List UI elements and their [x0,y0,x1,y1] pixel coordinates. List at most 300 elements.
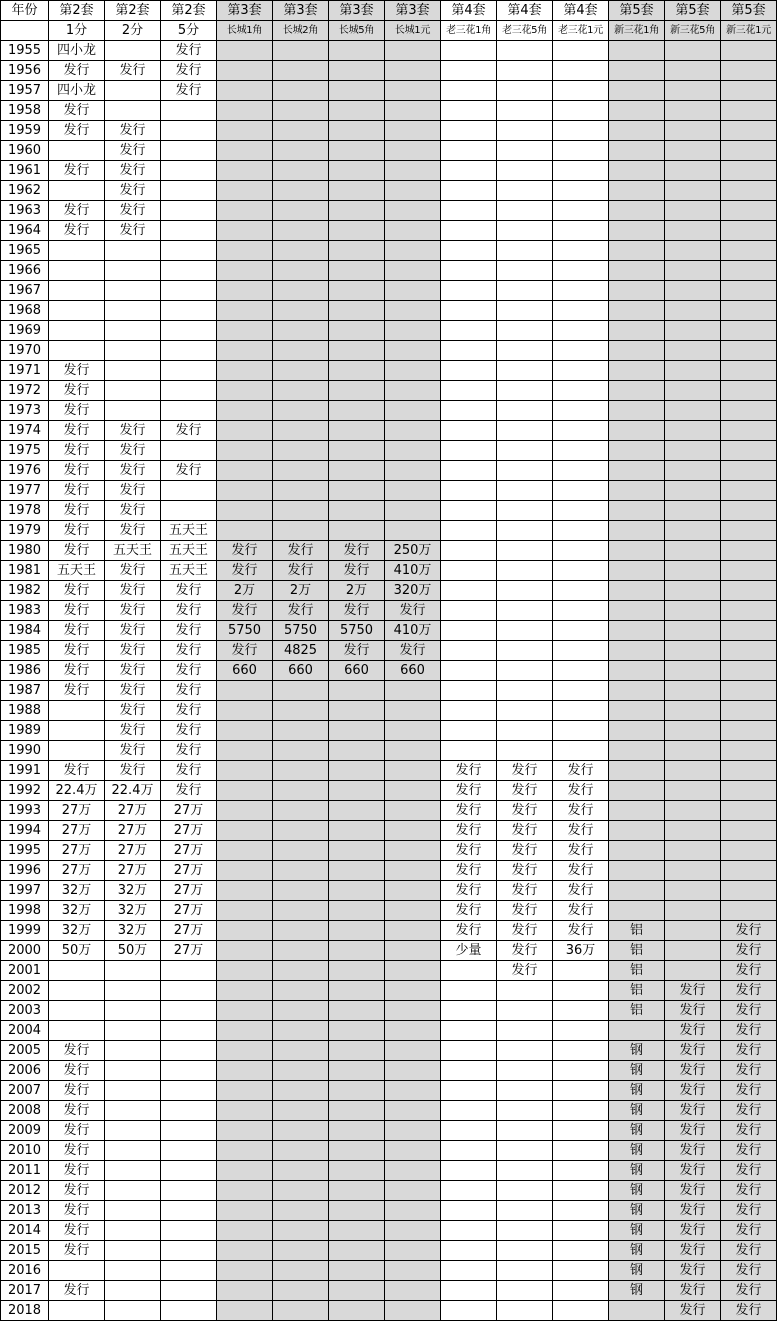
table-cell [441,661,497,681]
year-cell: 1956 [1,61,49,81]
table-cell [441,501,497,521]
table-cell: 发行 [105,121,161,141]
table-cell [329,1021,385,1041]
table-cell: 5750 [217,621,273,641]
table-cell [217,201,273,221]
table-cell [609,721,665,741]
table-cell: 发行 [105,661,161,681]
year-cell: 1998 [1,901,49,921]
table-cell [161,501,217,521]
table-cell [553,1261,609,1281]
table-cell [217,881,273,901]
table-cell [721,701,777,721]
table-cell [161,261,217,281]
table-cell: 27万 [49,861,105,881]
table-cell [553,461,609,481]
table-cell: 2万 [329,581,385,601]
table-cell [217,61,273,81]
year-cell: 1966 [1,261,49,281]
table-cell: 发行 [665,1281,721,1301]
table-cell [553,261,609,281]
table-cell [217,261,273,281]
table-cell [161,101,217,121]
table-cell [497,141,553,161]
table-cell [721,561,777,581]
year-cell: 1999 [1,921,49,941]
table-cell [721,141,777,161]
table-cell [49,261,105,281]
table-cell: 发行 [217,641,273,661]
table-cell: 发行 [441,901,497,921]
table-cell: 发行 [49,1101,105,1121]
table-cell [553,1061,609,1081]
table-cell: 27万 [161,921,217,941]
table-cell [161,281,217,301]
table-cell: 发行 [49,621,105,641]
table-cell [49,721,105,741]
table-cell [385,501,441,521]
table-cell [441,1121,497,1141]
table-cell [441,181,497,201]
header-cell: 第4套 [497,1,553,21]
table-cell [385,221,441,241]
table-row [1,461,777,481]
table-cell [329,1281,385,1301]
header-cell: 长城5角 [329,21,385,41]
table-cell: 铝 [609,981,665,1001]
table-cell [217,961,273,981]
table-cell [553,1021,609,1041]
year-cell: 1983 [1,601,49,621]
table-cell [217,1121,273,1141]
table-cell [665,501,721,521]
table-cell: 32万 [49,901,105,921]
table-cell [161,361,217,381]
table-cell: 钢 [609,1241,665,1261]
table-cell [665,881,721,901]
table-cell [329,1221,385,1241]
header-year-cell: 年份 [1,1,49,21]
table-cell [553,281,609,301]
table-cell [329,501,385,521]
table-cell [665,201,721,221]
table-row [1,101,777,121]
table-cell: 发行 [161,641,217,661]
table-cell [273,941,329,961]
table-cell [665,541,721,561]
table-row [1,1161,777,1181]
table-row [1,541,777,561]
table-cell [609,381,665,401]
table-cell [497,1021,553,1041]
table-cell [273,41,329,61]
table-cell [721,241,777,261]
table-cell [441,461,497,481]
table-cell: 发行 [329,541,385,561]
table-cell [553,1141,609,1161]
table-cell: 发行 [49,381,105,401]
table-cell [161,1101,217,1121]
table-cell [609,521,665,541]
table-cell: 发行 [49,1281,105,1301]
table-cell [273,861,329,881]
table-row [1,601,777,621]
table-body [1,1,777,1321]
table-cell: 320万 [385,581,441,601]
table-cell [385,981,441,1001]
table-cell [273,1001,329,1021]
table-cell [497,341,553,361]
table-cell [217,1181,273,1201]
table-cell [105,1261,161,1281]
table-cell: 发行 [721,921,777,941]
table-cell [105,961,161,981]
table-cell [329,961,385,981]
table-row [1,901,777,921]
table-row [1,121,777,141]
table-cell [49,301,105,321]
table-cell [273,421,329,441]
year-cell: 1991 [1,761,49,781]
table-cell [385,701,441,721]
header-cell: 1分 [49,21,105,41]
table-cell [217,1041,273,1061]
table-cell: 27万 [161,901,217,921]
table-cell [609,881,665,901]
table-cell [721,61,777,81]
header-cell: 第3套 [273,1,329,21]
table-cell [105,1221,161,1241]
table-cell [273,1081,329,1101]
table-cell [665,221,721,241]
table-cell [609,821,665,841]
table-cell [385,421,441,441]
table-cell: 发行 [721,1001,777,1021]
table-cell [273,1301,329,1321]
table-cell: 发行 [105,501,161,521]
table-cell [273,841,329,861]
table-cell [497,1241,553,1261]
table-cell [385,81,441,101]
table-cell [553,421,609,441]
table-cell [441,721,497,741]
table-cell [497,561,553,581]
table-cell: 发行 [273,561,329,581]
table-cell: 钢 [609,1181,665,1201]
table-cell: 发行 [665,1301,721,1321]
table-cell [217,921,273,941]
table-cell [441,1201,497,1221]
year-cell: 1980 [1,541,49,561]
table-cell [609,901,665,921]
header-cell: 第3套 [329,1,385,21]
table-cell [497,381,553,401]
table-cell [161,1041,217,1061]
table-cell [553,361,609,381]
table-cell: 27万 [161,841,217,861]
table-cell [553,61,609,81]
table-cell [161,1241,217,1261]
table-cell: 发行 [329,641,385,661]
table-cell [329,1001,385,1021]
table-cell [441,1081,497,1101]
table-cell [665,481,721,501]
table-cell [385,901,441,921]
table-cell [105,1041,161,1061]
table-cell [329,721,385,741]
table-cell [273,981,329,1001]
table-row [1,881,777,901]
table-cell [721,301,777,321]
table-cell [385,521,441,541]
table-cell: 发行 [49,581,105,601]
year-cell: 2013 [1,1201,49,1221]
table-cell [385,861,441,881]
table-cell: 发行 [217,561,273,581]
table-cell [609,841,665,861]
table-cell: 发行 [441,881,497,901]
table-cell: 钢 [609,1081,665,1101]
table-cell [217,41,273,61]
table-cell: 发行 [665,1201,721,1221]
table-cell [609,41,665,61]
table-cell [553,181,609,201]
table-cell [161,481,217,501]
year-cell: 1987 [1,681,49,701]
header-cell: 长城1元 [385,21,441,41]
year-cell: 2007 [1,1081,49,1101]
table-cell: 发行 [441,861,497,881]
table-cell: 410万 [385,561,441,581]
table-cell [161,301,217,321]
table-cell [273,781,329,801]
table-cell [665,901,721,921]
table-cell: 五天王 [161,541,217,561]
table-cell [217,141,273,161]
table-cell: 50万 [105,941,161,961]
table-cell [553,1181,609,1201]
table-cell [49,141,105,161]
table-cell [217,101,273,121]
table-cell [441,701,497,721]
table-cell [49,1021,105,1041]
header-cell: 老三花1元 [553,21,609,41]
table-cell [385,321,441,341]
table-cell [385,241,441,261]
table-cell: 发行 [105,601,161,621]
table-cell: 发行 [553,821,609,841]
header-cell: 第2套 [105,1,161,21]
table-cell: 发行 [553,801,609,821]
table-cell [665,381,721,401]
table-cell [553,1121,609,1141]
year-cell: 1997 [1,881,49,901]
table-cell [609,141,665,161]
table-cell [105,321,161,341]
table-cell: 发行 [721,1121,777,1141]
table-cell [217,761,273,781]
table-cell [609,541,665,561]
table-cell [161,121,217,141]
header-cell: 第3套 [217,1,273,21]
table-cell [721,201,777,221]
table-cell: 发行 [441,781,497,801]
table-cell [441,1001,497,1021]
table-cell [329,101,385,121]
table-cell [329,281,385,301]
table-cell [609,261,665,281]
table-cell [273,901,329,921]
table-cell [497,241,553,261]
table-cell [105,1001,161,1021]
table-cell [721,541,777,561]
table-cell [609,641,665,661]
table-cell [665,821,721,841]
table-cell [273,1061,329,1081]
table-cell [49,1261,105,1281]
table-cell [385,301,441,321]
table-cell: 27万 [161,801,217,821]
table-cell [441,161,497,181]
table-cell [105,1201,161,1221]
table-cell: 发行 [49,361,105,381]
table-cell: 发行 [721,941,777,961]
table-cell [161,241,217,261]
table-row [1,61,777,81]
table-row [1,521,777,541]
table-cell [273,741,329,761]
table-cell [497,1221,553,1241]
table-cell [273,961,329,981]
table-cell: 发行 [49,1221,105,1241]
table-cell [217,801,273,821]
year-cell: 1958 [1,101,49,121]
table-cell [385,761,441,781]
table-row [1,1141,777,1161]
table-cell [609,181,665,201]
table-cell [665,41,721,61]
table-cell [49,181,105,201]
table-cell [665,701,721,721]
table-cell: 27万 [49,821,105,841]
table-cell [497,421,553,441]
table-cell [161,1301,217,1321]
table-cell [497,541,553,561]
table-cell [273,181,329,201]
header-cell: 新三花1角 [609,21,665,41]
table-cell [329,881,385,901]
table-cell [497,261,553,281]
year-cell: 1970 [1,341,49,361]
table-cell: 发行 [497,781,553,801]
year-cell: 1962 [1,181,49,201]
table-row [1,721,777,741]
table-cell [385,801,441,821]
table-row [1,1061,777,1081]
table-cell [273,321,329,341]
table-cell: 发行 [553,841,609,861]
table-cell: 发行 [49,541,105,561]
table-cell: 27万 [161,941,217,961]
table-cell [497,641,553,661]
year-cell: 1971 [1,361,49,381]
table-cell [273,681,329,701]
table-cell: 发行 [49,661,105,681]
table-cell [329,481,385,501]
table-row [1,661,777,681]
table-cell [329,841,385,861]
table-cell [497,161,553,181]
table-cell: 发行 [665,1241,721,1261]
table-cell [161,341,217,361]
table-cell [385,741,441,761]
table-cell [385,281,441,301]
table-cell [441,1301,497,1321]
table-cell [105,1121,161,1141]
table-cell: 发行 [161,701,217,721]
table-cell [665,961,721,981]
table-cell [161,321,217,341]
table-cell [609,761,665,781]
table-cell [161,961,217,981]
table-cell [217,1241,273,1261]
header-cell: 长城2角 [273,21,329,41]
table-cell [217,861,273,881]
table-cell [329,161,385,181]
table-cell: 27万 [105,801,161,821]
table-cell: 发行 [105,741,161,761]
table-cell [553,1281,609,1301]
table-cell [441,321,497,341]
table-cell: 发行 [161,81,217,101]
table-row [1,241,777,261]
table-cell [385,361,441,381]
table-cell [665,801,721,821]
table-cell [441,741,497,761]
table-cell [217,321,273,341]
table-cell [553,741,609,761]
table-cell: 660 [329,661,385,681]
year-cell: 2010 [1,1141,49,1161]
table-cell [385,1301,441,1321]
table-cell [329,1121,385,1141]
table-cell: 发行 [161,681,217,701]
table-cell [105,401,161,421]
table-cell [273,61,329,81]
table-cell [329,901,385,921]
table-cell [161,1161,217,1181]
table-cell: 发行 [665,1221,721,1241]
table-row [1,161,777,181]
table-cell [105,101,161,121]
year-cell: 1988 [1,701,49,721]
table-cell [161,181,217,201]
table-cell: 发行 [49,441,105,461]
table-cell [553,701,609,721]
table-row [1,761,777,781]
table-cell [385,201,441,221]
year-cell: 1960 [1,141,49,161]
table-cell [441,481,497,501]
table-cell [497,481,553,501]
table-cell: 发行 [105,641,161,661]
table-cell [329,201,385,221]
table-cell [329,181,385,201]
table-cell: 发行 [497,801,553,821]
table-cell: 发行 [665,981,721,1001]
table-row [1,1001,777,1021]
year-cell: 2018 [1,1301,49,1321]
